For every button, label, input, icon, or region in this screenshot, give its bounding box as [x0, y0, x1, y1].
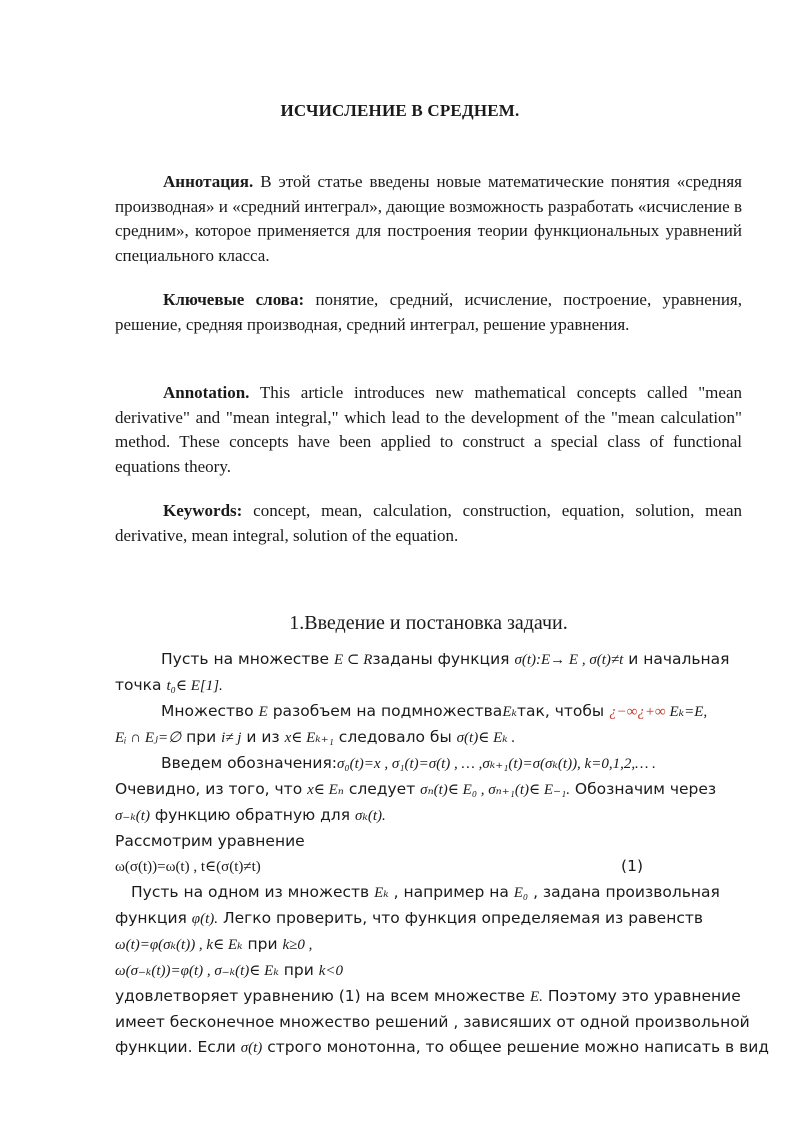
equation: ω(σ(t))=ω(t) , t∈(σ(t)≠t) — [115, 859, 261, 875]
math-expression: E. — [529, 989, 543, 1005]
math-expression: σ₋ₖ(t) — [115, 808, 150, 824]
section-body — [115, 647, 770, 1061]
math-expression: Eₖ — [374, 885, 389, 901]
math-expression: σ(t)∈ Eₖ . — [456, 730, 516, 746]
math-expression: t₀∈ E[1]. — [166, 678, 223, 694]
body-line — [115, 777, 743, 803]
math-expression: Eₖ=E, — [665, 704, 708, 720]
body-text: и начальная — [623, 650, 730, 668]
body-text: имеет бесконечное множество решений , зависяших от одной произвольной — [115, 1013, 750, 1031]
math-expression: Eₖ — [502, 704, 517, 720]
annotation-en-label: Annotation. — [163, 383, 250, 402]
body-text: и из — [241, 728, 285, 746]
body-text: следовало бы — [333, 728, 457, 746]
math-expression: σ₀(t)=x , σ₁(t)=σ(t) , … ,σₖ₊₁(t)=σ(σₖ(t)), k=0,1,2,… . — [337, 756, 656, 772]
body-text: Легко проверить, что функция определяемая из равенств — [218, 909, 704, 927]
keywords-ru — [115, 288, 742, 337]
body-text: при — [181, 728, 222, 746]
equation-number: (1) — [621, 857, 643, 875]
section-title: 1.Введение и постановка задачи. — [289, 612, 568, 634]
body-line — [115, 880, 743, 906]
annotation-ru-label: Аннотация. — [163, 172, 254, 191]
body-text: при — [278, 961, 319, 979]
body-text: строго монотонна, то общее решение можно написать в вид — [262, 1038, 770, 1056]
body-line — [115, 829, 743, 854]
math-expression: ω(σ₋ₖ(t))=φ(t) , σ₋ₖ(t)∈ Eₖ — [115, 963, 279, 979]
math-expression: k<0 — [318, 963, 343, 979]
body-line — [115, 984, 743, 1010]
body-text: удовлетворяет уравнению (1) на всем множестве — [115, 987, 530, 1005]
body-line — [115, 673, 743, 699]
body-line — [115, 906, 743, 932]
math-expression: x∈ Eₖ₊₁ — [284, 730, 334, 746]
body-text: Пусть на множестве — [161, 650, 334, 668]
body-text: функцию обратную для — [149, 806, 355, 824]
annotation-ru-text: В этой статье введены новые математические понятия «средняя производная» и «средний интеграл», дающие возможность разработать «исчисление в средним», которое применяется для построения теории функциональных уравнений специального класса. — [115, 172, 742, 265]
document-title: ИСЧИСЛЕНИЕ В СРЕДНЕМ. — [280, 101, 520, 120]
body-line — [115, 958, 743, 984]
math-expression: ω(t)=φ(σₖ(t)) , k∈ Eₖ — [115, 937, 243, 953]
keywords-ru-label: Ключевые слова: — [163, 290, 305, 309]
math-expression: i≠ j — [221, 730, 242, 746]
body-line — [115, 647, 743, 673]
keywords-en — [115, 499, 742, 548]
keywords-ru-text: понятие, средний, исчисление, построение, уравнения, решение, средняя производная, средний интеграл, решение уравнения. — [115, 290, 743, 334]
body-text: точка — [115, 676, 167, 694]
math-expression: k≥0 , — [282, 937, 313, 953]
body-text: , например на — [388, 883, 514, 901]
annotation-en-text: This article introduces new mathematical concepts called "mean derivative" and "mean integral," which lead to the development of the "mean calculation" method. These concepts have been applied to construct a special class of functional equations theory. — [115, 383, 742, 476]
math-expression: σₖ(t). — [354, 808, 386, 824]
math-expression-highlighted: ¿−∞¿+∞ — [609, 704, 666, 720]
body-text: следует — [343, 780, 421, 798]
math-expression: φ(t). — [191, 911, 219, 927]
body-line — [115, 699, 743, 725]
math-expression: σ(t):E→ E , σ(t)≠t — [514, 652, 624, 668]
body-text: заданы функция — [372, 650, 515, 668]
equation-line — [115, 854, 743, 880]
body-text: Рассмотрим уравнение — [115, 832, 305, 850]
body-line — [115, 932, 743, 958]
body-text: функции. Если — [115, 1038, 241, 1056]
body-text: при — [242, 935, 283, 953]
math-expression: E — [258, 704, 268, 720]
body-text: Обозначим через — [569, 780, 717, 798]
annotation-ru — [115, 170, 742, 268]
annotation-en — [115, 381, 742, 479]
math-expression: E ⊂ R — [333, 652, 373, 668]
body-line — [115, 803, 743, 829]
body-line — [115, 1010, 750, 1035]
body-text: Пусть на одном из множеств — [131, 883, 375, 901]
keywords-en-label: Keywords: — [163, 501, 243, 520]
keywords-en-text: concept, mean, calculation, construction, equation, solution, mean derivative, mean integral, solution of the equation. — [115, 501, 742, 545]
body-text: , задана произвольная — [528, 883, 720, 901]
math-expression: x∈ Eₙ — [307, 782, 344, 798]
body-text: Множество — [161, 702, 259, 720]
body-text: Поэтому это уравнение — [542, 987, 741, 1005]
body-text: разобъем на подмножества — [267, 702, 503, 720]
math-expression: Eᵢ ∩ Eⱼ=∅ — [115, 730, 182, 746]
math-expression: E₀ — [513, 885, 529, 901]
body-line — [115, 725, 743, 751]
math-expression: σₙ(t)∈ E₀ , σₙ₊₁(t)∈ E₋₁. — [420, 782, 570, 798]
math-expression: σ(t) — [240, 1040, 263, 1056]
body-line — [115, 751, 743, 777]
body-text: функция — [115, 909, 192, 927]
body-text: Очевидно, из того, что — [115, 780, 308, 798]
body-text: Введем обозначения: — [161, 754, 338, 772]
body-line — [115, 1035, 770, 1061]
body-text: так, чтобы — [516, 702, 610, 720]
